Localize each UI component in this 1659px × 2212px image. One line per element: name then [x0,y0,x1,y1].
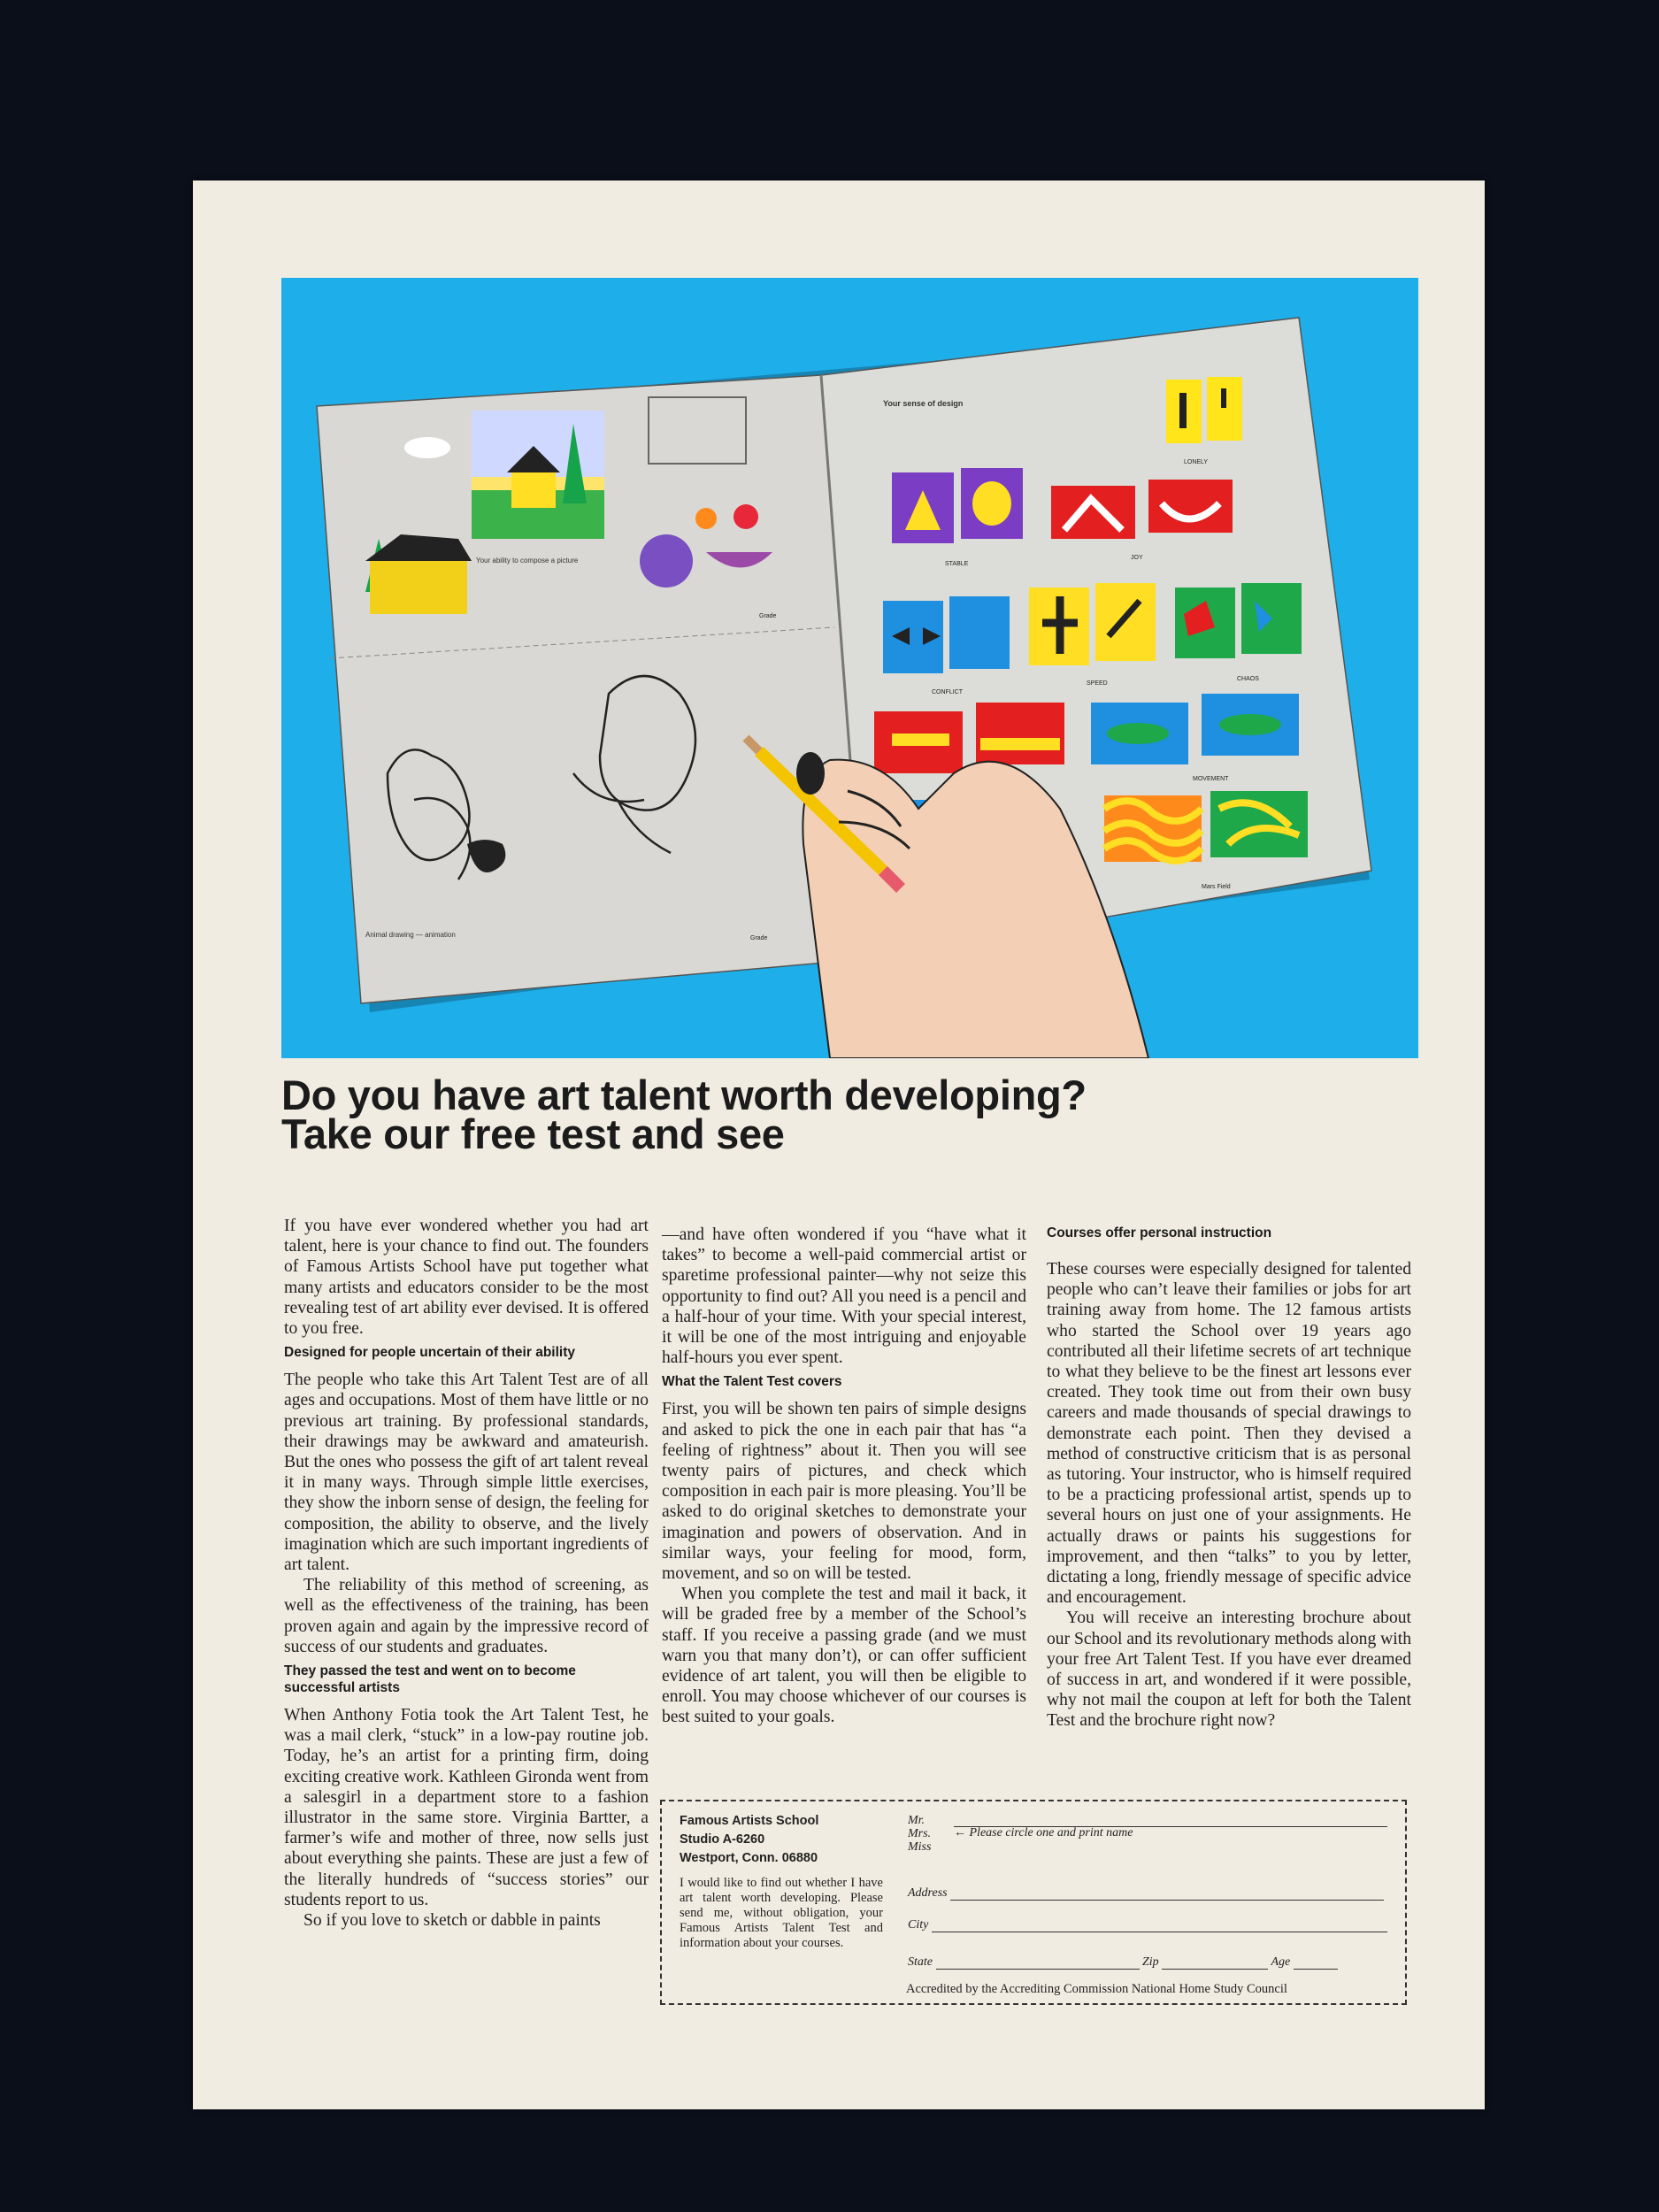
mail-coupon [660,1800,1407,2005]
coupon-studio: Studio A-6260 [680,1832,765,1847]
age-field[interactable] [1294,1956,1338,1970]
age-label: Age [1271,1955,1291,1969]
col3-paragraph-brochure: You will receive an interesting brochure about our School and its revolutionary methods along with your free Art Talent Test. If you have ever dreamed of success in art, and wondered if it were possible, why not mail the coupon at left for both the Talent Test and the brochure right now? [1047,1609,1411,1731]
zip-label: Zip [1142,1955,1159,1969]
address-label: Address [908,1886,948,1900]
col1-paragraph-people: The people who take this Art Talent Test are of all ages and occupations. Most of them have little or no previous art training. By professional standards, their drawings may be awkward and amateurish. But the ones who possess the gift of art talent reveal it in many ways. Through simple little exercises, they show the inborn sense of design, the feeling for composition, the ability to observe, and the lively imagination which are such important ingredients of art talent. [284,1371,649,1575]
col1-subhead-passed: They passed the test and went on to become successful artists [284,1663,576,1696]
state-field[interactable] [936,1956,1140,1970]
state-label: State [908,1955,933,1969]
col2-paragraph-first: First, you will be shown ten pairs of simple designs and asked to pick the one in each pair that has “a feeling of rightness” about it. Then you will see twenty pairs of pictures, and check which composition in each pair is more pleasing. You’ll be asked to do original sketches to demonstrate your imagination and powers of observation. And in similar ways, your feeling for mood, form, movement, and so on will be tested. [662,1400,1026,1584]
salutation-mr[interactable]: Mr. [908,1814,926,1827]
label-lonely: LONELY [1184,459,1209,465]
label-mars-field: Mars Field [1202,884,1231,890]
col3-subhead-courses: Courses offer personal instruction [1047,1225,1272,1240]
body-column-2 [662,1225,1026,1728]
coupon-address [680,1812,883,1868]
coupon-school: Famous Artists School [680,1814,819,1828]
body-column-1 [284,1216,649,1931]
salutation-mrs[interactable]: Mrs. [908,1827,932,1840]
open-book-drawing [281,278,1418,1058]
talent-test-illustration [281,278,1418,1058]
city-field[interactable] [908,1918,1387,1932]
magazine-page [193,180,1485,2109]
address-field[interactable] [908,1886,1384,1901]
col1-subhead-uncertain: Designed for people uncertain of their ability [284,1345,575,1361]
headline-block [281,1071,1405,1157]
col1-intro-paragraph: If you have ever wondered whether you had art talent, here is your chance to find out. The founders of Famous Artists School have put together what many artists and educators consider to be the most revealing test of art ability ever devised. It is offered to you free. [284,1217,649,1339]
label-conflict: CONFLICT [932,689,963,695]
body-column-3 [1047,1225,1411,1732]
col3-paragraph-courses: These courses were especially designed for talented people who can’t leave their families or jobs for art training away from home. The 12 famous artists who started the School over 19 years ago contributed all their lifetime secrets of art technique to what they believe to be the finest art lessons ever created. They took time out from their own busy careers and made thousands of special drawings to demonstrate each point. Then they devised a method of constructive criticism that is as personal as tutoring. Your instructor, who is himself required to be a practicing professional artist, spends up to several hours on just one of your assignments. He actually draws or paints his suggestions for improvement, and then “talks” to you by letter, dictating a long, friendly message of specific advice and encouragement. [1047,1260,1411,1608]
col2-paragraph-complete: When you complete the test and mail it back, it will be graded free by a member of the School’s staff. If you receive a passing grade (and we must warn you that many don’t), or can offer sufficient evidence of art talent, you will then be eligible to enroll. You may choose whichever of our courses is best suited to your goals. [662,1585,1026,1727]
grade-label-top: Grade [759,613,777,619]
label-joy: JOY [1131,555,1143,561]
name-hint: ← Please circle one and print name [954,1826,1133,1839]
col1-paragraph-reliability: The reliability of this method of screening, as well as the effectiveness of the training, has been proven again and again by the impressive record of success of our students and graduates. [284,1576,649,1656]
right-page-title: Your sense of design [883,399,964,408]
label-movement: MOVEMENT [1193,776,1229,782]
col2-paragraph-continue: —and have often wondered if you “have what it takes” to become a well-paid commercial artist or sparetime professional painter—why not seize this opportunity to find out? All you need is a pencil and a half-hour of your time. With your special interest, it will be one of the most intriguing and enjoyable half-hours you ever spent. [662,1225,1026,1368]
label-stable: STABLE [945,561,969,567]
coupon-city: Westport, Conn. 06880 [680,1851,818,1865]
col1-paragraph-closing: So if you love to sketch or dabble in paints [303,1911,601,1931]
col2-subhead-covers: What the Talent Test covers [662,1374,842,1390]
city-label: City [908,1918,929,1932]
salutation-options [908,1814,931,1854]
accreditation-note: Accredited by the Accrediting Commission National Home Study Council [906,1982,1287,1996]
grade-label-bottom: Grade [750,935,768,941]
state-zip-age-row [908,1955,1338,1970]
label-speed: SPEED [1087,680,1108,687]
subheadline: Take our free test and see [281,1110,785,1157]
left-top-caption: Your ability to compose a picture [476,557,579,565]
headline: Do you have art talent worth developing? [281,1071,1087,1118]
name-field[interactable] [954,1826,1387,1840]
left-bottom-caption: Animal drawing — animation [365,931,456,939]
salutation-miss[interactable]: Miss [908,1840,932,1854]
zip-field[interactable] [1162,1956,1268,1970]
col1-paragraph-success: When Anthony Fotia took the Art Talent Test, he was a mail clerk, “stuck” in a low-pay routine job. Today, he’s an artist for a printing firm, doing exciting creative work. Kathleen Gironda went from a salesgirl in a department store to a fashion illustrator in the same store. Virginia Bartter, a farmer’s wife and mother of three, now sells just about everything she paints. These are just a few of the literally hundreds of “success stories” our students report to us. [284,1706,649,1909]
coupon-request-text: I would like to find out whether I have art talent worth developing. Please send me, without obligation, your Famous Artists Talent Test and information about your courses. [680,1876,883,1950]
label-chaos: CHAOS [1237,676,1259,682]
